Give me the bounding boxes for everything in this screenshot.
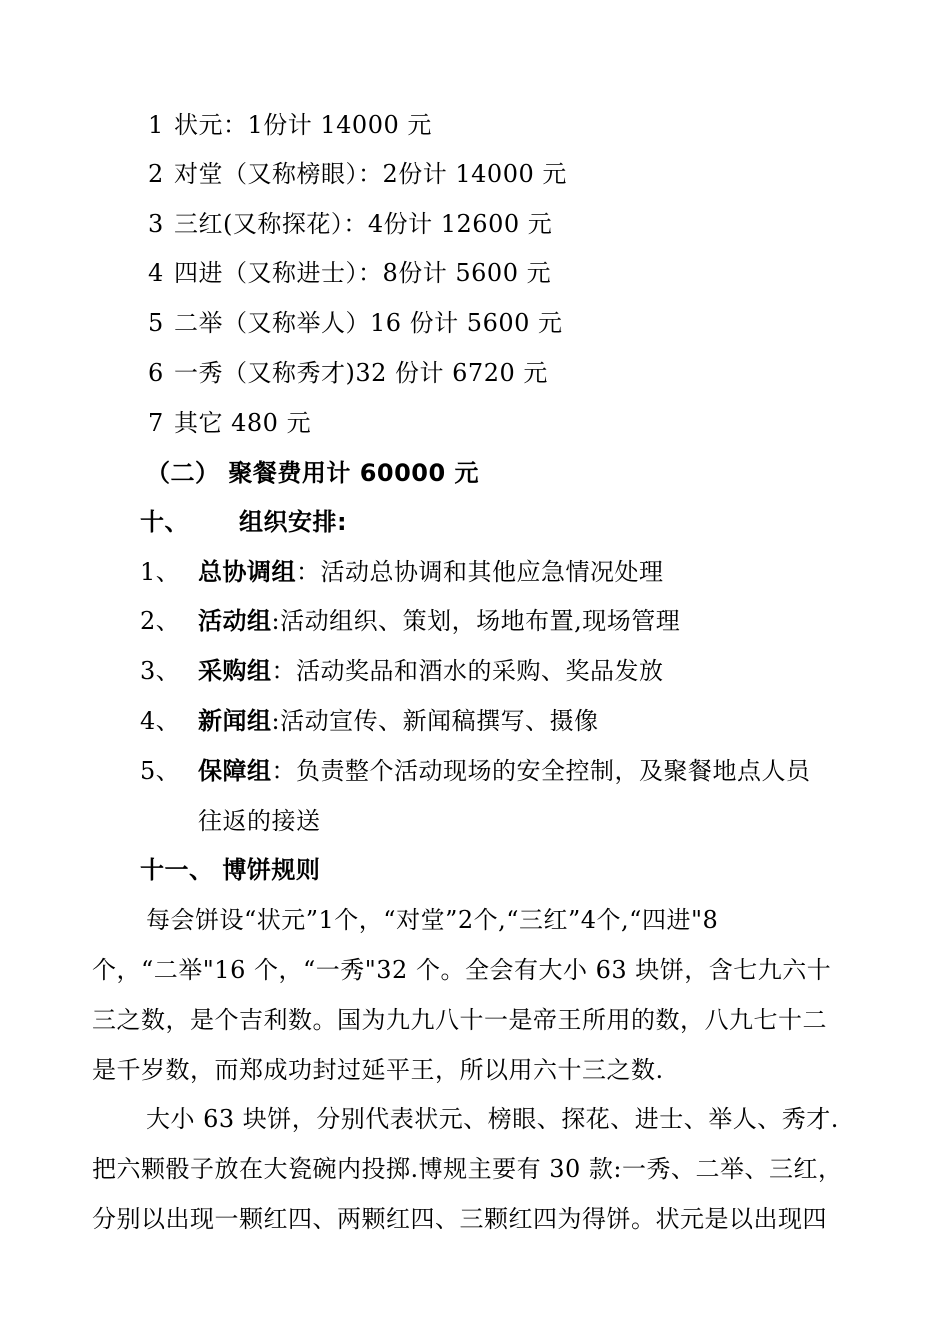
paragraph-line: 三之数，是个吉利数。国为九九八十一是帝王所用的数，八九七十二 <box>92 1006 827 1034</box>
group-description: 活动奖品和酒水的采购、奖品发放 <box>296 657 664 685</box>
group-item <box>140 756 811 786</box>
prize-number: 4 <box>148 259 164 287</box>
group-description: 活动宣传、新闻稿撰写、摄像 <box>280 707 599 735</box>
group-description: 活动组织、策划，场地布置,现场管理 <box>280 607 681 635</box>
paragraph-line: 个，“二举"16 个，“一秀"32 个。全会有大小 63 块饼，含七九六十 <box>92 956 832 984</box>
prize-text: 其它 480 元 <box>174 409 312 437</box>
prize-text: 二举（又称举人）16 份计 5600 元 <box>174 309 563 337</box>
group-name: 活动组 <box>198 607 272 635</box>
group-item <box>140 606 680 636</box>
prize-item <box>148 110 432 140</box>
section-number: 十、 <box>140 508 189 536</box>
prize-item <box>148 209 552 239</box>
section-10-heading <box>140 507 347 537</box>
prize-text: 状元：1份计 14000 元 <box>174 111 432 139</box>
group-name: 采购组 <box>198 657 272 685</box>
paragraph-line: 大小 63 块饼，分别代表状元、榜眼、探花、进士、举人、秀才. <box>146 1105 839 1133</box>
prize-number: 7 <box>148 409 164 437</box>
group-separator: ： <box>296 558 321 586</box>
group-description: 活动总协调和其他应急情况处理 <box>320 558 664 586</box>
group-item <box>140 706 599 736</box>
prize-text: 三红(又称探花）：4份计 12600 元 <box>174 210 553 238</box>
prize-number: 3 <box>148 210 164 238</box>
prize-number: 6 <box>148 359 164 387</box>
group-name: 新闻组 <box>198 707 272 735</box>
group-item <box>140 656 664 686</box>
group-name: 保障组 <box>198 757 272 785</box>
dinner-cost-heading: （二） 聚餐费用计 60000 元 <box>146 459 480 487</box>
group-separator: : <box>271 607 281 635</box>
group-separator: ： <box>271 757 296 785</box>
group-number: 4、 <box>140 707 181 735</box>
paragraph-line: 是千岁数，而郑成功封过延平王，所以用六十三之数. <box>92 1056 664 1084</box>
group-number: 1、 <box>140 558 181 586</box>
group-number: 2、 <box>140 607 181 635</box>
group-item-continued: 往返的接送 <box>198 807 321 835</box>
group-number: 3、 <box>140 657 181 685</box>
section-11-heading: 十一、 博饼规则 <box>140 856 321 884</box>
group-number: 5、 <box>140 757 181 785</box>
section-title: 组织安排: <box>239 508 348 536</box>
prize-text: 一秀（又称秀才)32 份计 6720 元 <box>174 359 548 387</box>
group-description: 负责整个活动现场的安全控制，及聚餐地点人员 <box>296 757 811 785</box>
group-separator: : <box>271 707 281 735</box>
paragraph-line: 把六颗骰子放在大瓷碗内投掷.博规主要有 30 款:一秀、二举、三红， <box>92 1155 843 1183</box>
prize-number: 1 <box>148 111 164 139</box>
group-separator: ： <box>271 657 296 685</box>
prize-item <box>148 159 567 189</box>
group-name: 总协调组 <box>198 558 296 586</box>
prize-number: 5 <box>148 309 164 337</box>
paragraph-line: 每会饼设“状元”1个，“对堂”2个,“三红”4个,“四进"8 <box>146 906 719 934</box>
prize-item <box>148 408 311 438</box>
prize-item <box>148 358 548 388</box>
prize-text: 四进（又称进士）：8份计 5600 元 <box>174 259 552 287</box>
prize-item <box>148 258 551 288</box>
prize-text: 对堂（又称榜眼）：2份计 14000 元 <box>174 160 567 188</box>
prize-item <box>148 308 563 338</box>
paragraph-line: 分别以出现一颗红四、两颗红四、三颗红四为得饼。状元是以出现四 <box>92 1205 827 1233</box>
prize-number: 2 <box>148 160 164 188</box>
group-item <box>140 557 664 587</box>
